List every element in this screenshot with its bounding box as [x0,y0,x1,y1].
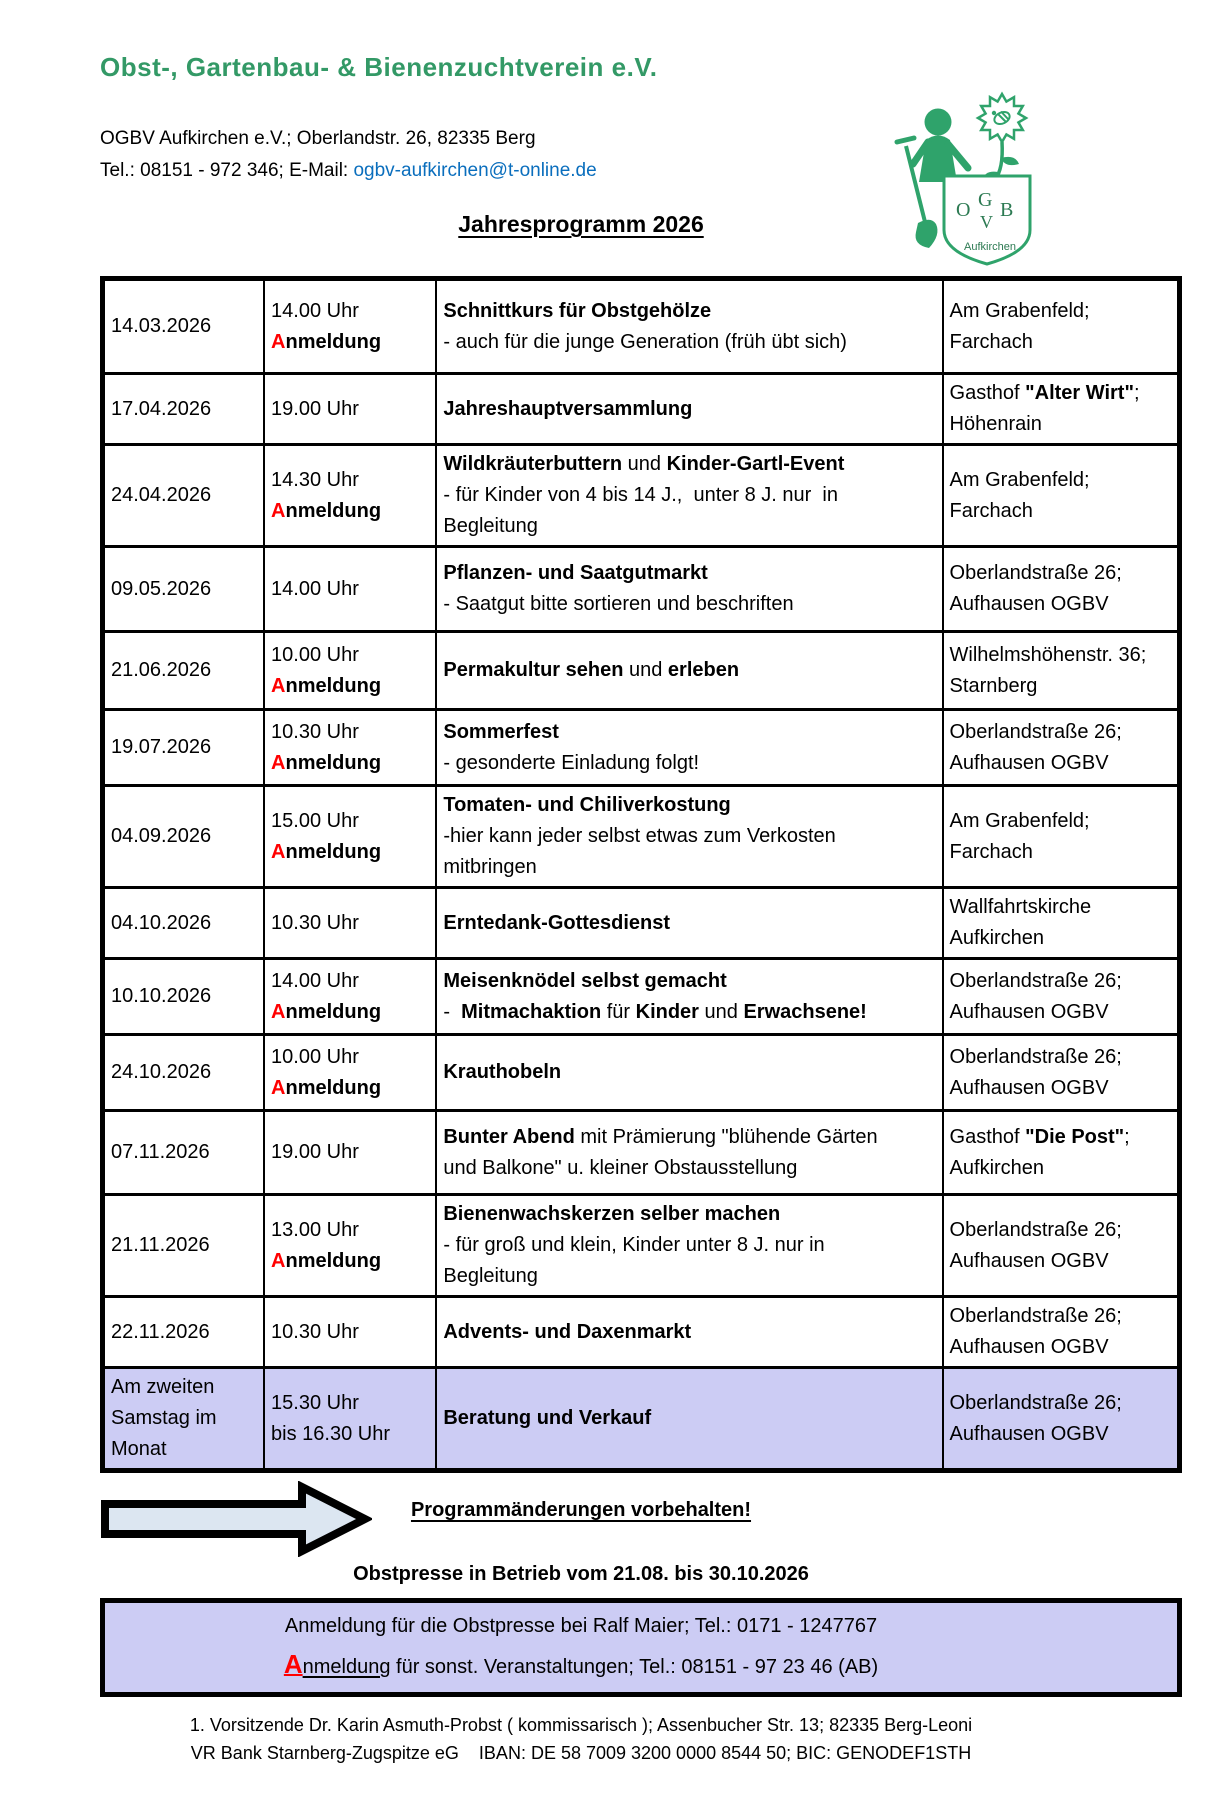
event-time-cell: 19.00 Uhr [264,1111,436,1195]
anmeldung-label: Anmeldung [271,499,382,522]
event-title-cell: Pflanzen- und Saatgutmarkt - Saatgut bitte sortieren und beschriften [436,547,942,632]
event-row [103,710,1180,786]
event-location-cell: Oberlandstraße 26; Aufhausen OGBV [943,710,1180,786]
shield-letter-b: B [1000,199,1014,221]
event-row [103,959,1180,1035]
page [0,52,1226,1767]
event-date-cell: 07.11.2026 [103,1111,265,1195]
event-location-cell: Am Grabenfeld; Farchach [943,445,1180,547]
event-row [103,786,1180,888]
tel-label: Tel.: 08151 - 972 346; E-Mail: [100,160,354,181]
event-date-cell: 21.11.2026 [103,1195,265,1297]
event-row [103,1297,1180,1368]
event-row [103,547,1180,632]
event-title-cell: Wildkräuterbuttern und Kinder-Gartl-Event - für Kinder von 4 bis 14 J., unter 8 J. nur in Begleitung [436,445,942,547]
event-row [103,445,1180,547]
event-time-cell: 10.00 Uhr Anmeldung [264,1035,436,1111]
anmeldung-label: Anmeldung [271,1000,382,1023]
registration-box [100,1598,1182,1697]
event-location-cell: Oberlandstraße 26; Aufhausen OGBV [943,547,1180,632]
event-date-cell: 22.11.2026 [103,1297,265,1368]
event-row [103,632,1180,710]
event-date-cell: 14.03.2026 [103,279,265,374]
event-date-cell: 10.10.2026 [103,959,265,1035]
anmeldung-label: Anmeldung [271,751,382,774]
event-row [103,374,1180,445]
event-location-cell: Am Grabenfeld; Farchach [943,279,1180,374]
event-date-cell: 09.05.2026 [103,547,265,632]
changes-row [100,1477,1182,1555]
event-date-cell: 04.10.2026 [103,888,265,959]
footer-line-1: 1. Vorsitzende Dr. Karin Asmuth-Probst ( kommissarisch ); Assenbucher Str. 13; 82335 Berg-Leoni [189,1715,973,1735]
event-location-cell: Wilhelmshöhenstr. 36; Starnberg [943,632,1180,710]
event-location-cell: Oberlandstraße 26; Aufhausen OGBV [943,1035,1180,1111]
event-title-cell: Beratung und Verkauf [436,1368,942,1471]
event-date-cell: 24.04.2026 [103,445,265,547]
event-title-cell: Sommerfest - gesonderte Einladung folgt! [436,710,942,786]
registration-initial: A [283,1649,303,1679]
org-name: Obst-, Gartenbau- & Bienenzuchtverein e.V. [100,52,658,82]
event-title-cell: Schnittkurs für Obstgehölze - auch für die junge Generation (früh übt sich) [436,279,942,374]
event-title-cell: Tomaten- und Chiliverkostung -hier kann jeder selbst etwas zum Verkosten mitbringen [436,786,942,888]
anmeldung-label: Anmeldung [271,840,382,863]
email-link[interactable]: ogbv-aufkirchen@t-online.de [353,160,597,181]
anmeldung-label: Anmeldung [271,674,382,697]
registration-line-1: Anmeldung für die Obstpresse bei Ralf Maier; Tel.: 0171 - 1247767 [284,1615,878,1637]
event-title-cell: Bunter Abend mit Prämierung "blühende Gärten und Balkone" u. kleiner Obstausstellung [436,1111,942,1195]
event-time-cell: 15.00 Uhr Anmeldung [264,786,436,888]
shield-letter-o: O [956,199,971,221]
page-title: Jahresprogramm 2026 [458,211,704,237]
event-row [103,1368,1180,1471]
event-title-cell: Permakultur sehen und erleben [436,632,942,710]
obstpresse-notice: Obstpresse in Betrieb vom 21.08. bis 30.10.2026 [353,1563,809,1585]
event-date-cell: 04.09.2026 [103,786,265,888]
registration-line-2: Anmeldung für sonst. Veranstaltungen; Tel.: 08151 - 97 23 46 (AB) [283,1649,879,1679]
event-date-cell: Am zweiten Samstag im Monat [103,1368,265,1471]
anmeldung-label: Anmeldung [271,330,382,353]
event-time-cell: 19.00 Uhr [264,374,436,445]
event-time-cell: 10.00 Uhr Anmeldung [264,632,436,710]
shield-caption: Aufkirchen [964,241,1016,253]
event-date-cell: 17.04.2026 [103,374,265,445]
changes-notice: Programmänderungen vorbehalten! [410,1499,752,1521]
event-time-cell: 14.00 Uhr [264,547,436,632]
anmeldung-label: Anmeldung [271,1249,382,1272]
event-location-cell: Gasthof "Alter Wirt"; Höhenrain [943,374,1180,445]
events-table [100,276,1182,1473]
club-logo [884,80,1036,268]
event-time-cell: 15.30 Uhr bis 16.30 Uhr [264,1368,436,1471]
event-location-cell: Oberlandstraße 26; Aufhausen OGBV [943,1195,1180,1297]
event-time-cell: 14.00 Uhr Anmeldung [264,959,436,1035]
event-row [103,1111,1180,1195]
event-row [103,279,1180,374]
event-location-cell: Am Grabenfeld; Farchach [943,786,1180,888]
event-date-cell: 19.07.2026 [103,710,265,786]
event-location-cell: Oberlandstraße 26; Aufhausen OGBV [943,1297,1180,1368]
event-row [103,1195,1180,1297]
event-location-cell: Oberlandstraße 26; Aufhausen OGBV [943,1368,1180,1471]
event-time-cell: 10.30 Uhr [264,888,436,959]
event-time-cell: 14.00 Uhr Anmeldung [264,279,436,374]
gardener-icon [913,109,968,183]
event-time-cell: 10.30 Uhr Anmeldung [264,710,436,786]
event-row [103,888,1180,959]
event-date-cell: 24.10.2026 [103,1035,265,1111]
event-time-cell: 14.30 Uhr Anmeldung [264,445,436,547]
event-row [103,1035,1180,1111]
event-title-cell: Bienenwachskerzen selber machen - für groß und klein, Kinder unter 8 J. nur in Begleitung [436,1195,942,1297]
address-line: OGBV Aufkirchen e.V.; Oberlandstr. 26, 82335 Berg [100,128,536,149]
event-time-cell: 10.30 Uhr [264,1297,436,1368]
event-date-cell: 21.06.2026 [103,632,265,710]
event-time-cell: 13.00 Uhr Anmeldung [264,1195,436,1297]
shield-letter-v: V [980,212,993,232]
footer-line-2: VR Bank Starnberg-Zugspitze eG IBAN: DE 58 7009 3200 0000 8544 50; BIC: GENODEF1STH [190,1743,972,1763]
event-title-cell: Jahreshauptversammlung [436,374,942,445]
gardener-logo-icon [884,80,1036,268]
event-title-cell: Meisenknödel selbst gemacht - Mitmachaktion für Kinder und Erwachsene! [436,959,942,1035]
footer [100,1711,1182,1767]
event-location-cell: Wallfahrtskirche Aufkirchen [943,888,1180,959]
event-title-cell: Erntedank-Gottesdienst [436,888,942,959]
event-location-cell: Oberlandstraße 26; Aufhausen OGBV [943,959,1180,1035]
shield-letter-g: G [978,189,993,211]
anmeldung-label: Anmeldung [271,1076,382,1099]
event-title-cell: Advents- und Daxenmarkt [436,1297,942,1368]
event-title-cell: Krauthobeln [436,1035,942,1111]
event-location-cell: Gasthof "Die Post"; Aufkirchen [943,1111,1180,1195]
